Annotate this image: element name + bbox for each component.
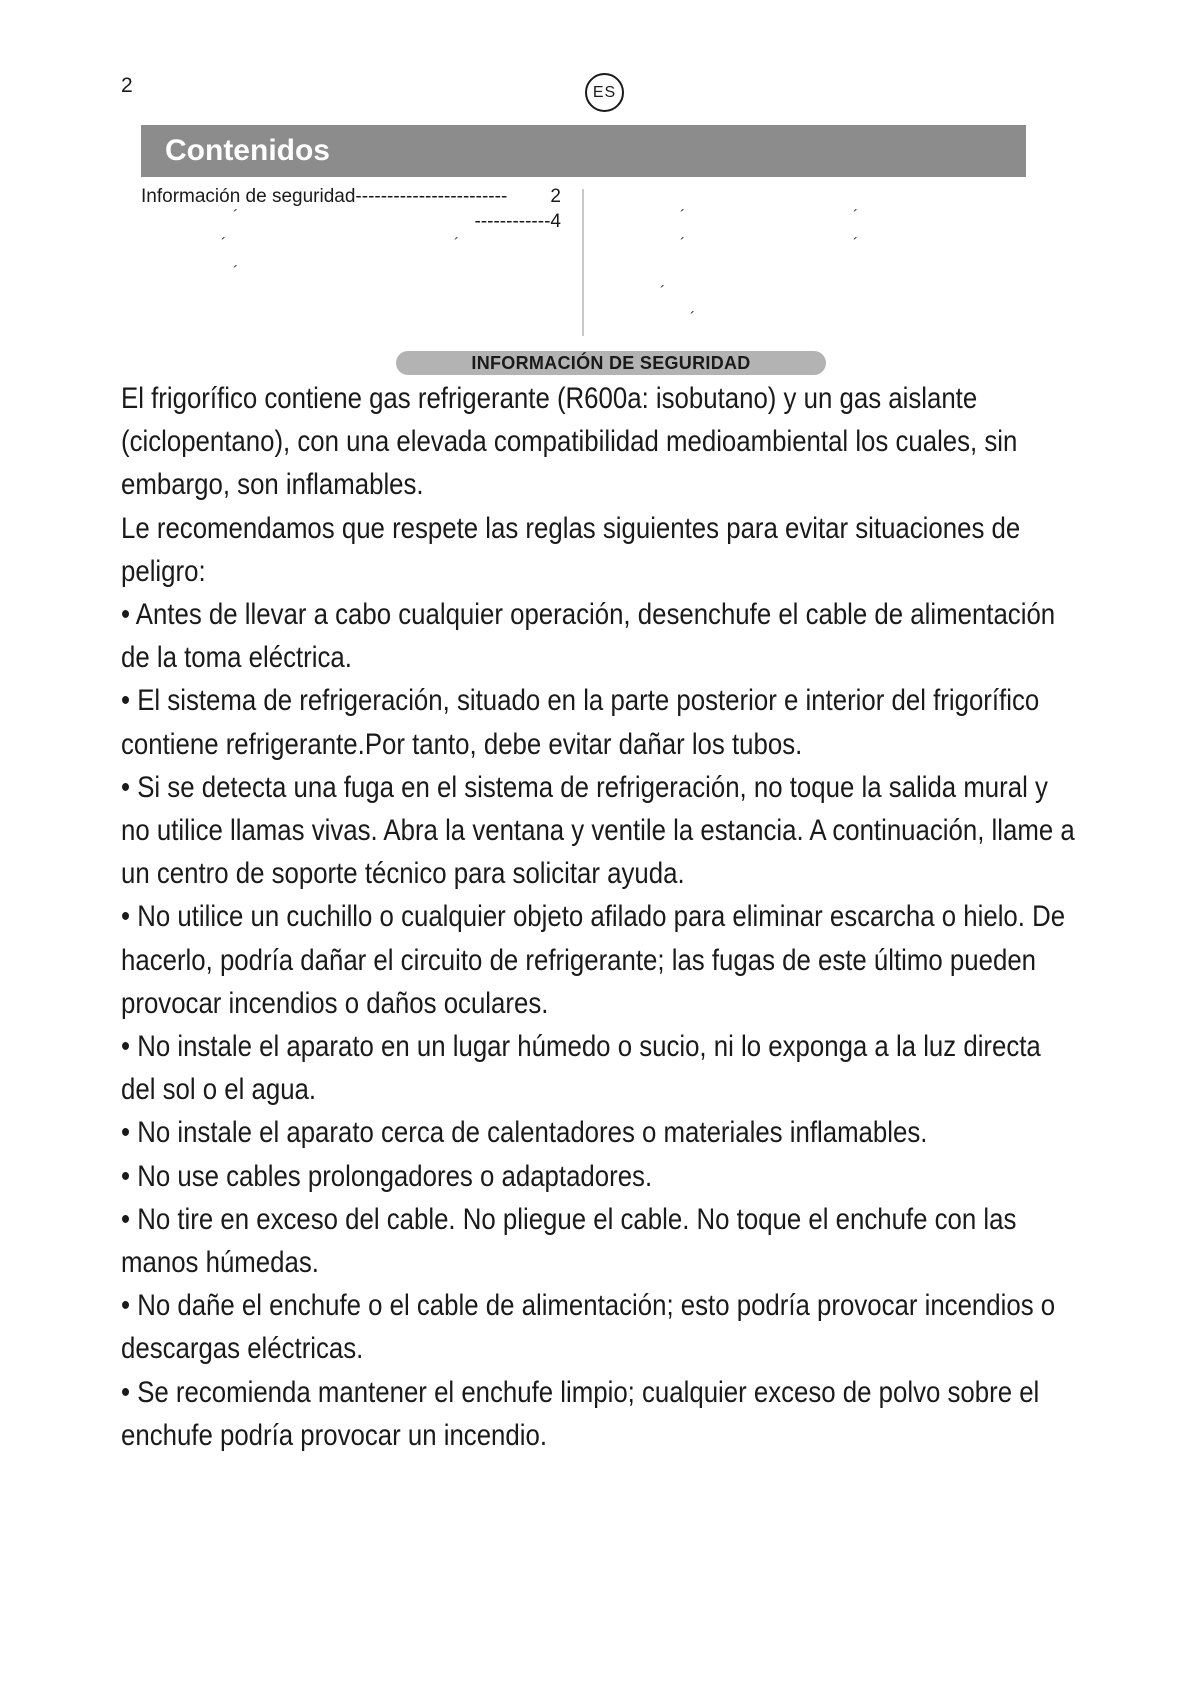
safety-bullet: • No tire en exceso del cable. No pliegue el cable. No toque el enchufe con las manos húmedas. — [121, 1202, 1017, 1280]
safety-bullet: • No use cables prolongadores o adaptadores. — [121, 1159, 653, 1193]
faint-accent-mark: ´ — [853, 208, 859, 225]
page-number: 2 — [121, 74, 133, 97]
toc-entry-title: Información de seguridad — [141, 186, 356, 207]
safety-bullet: • No dañe el enchufe o el cable de alimentación; esto podría provocar incendios o descargas eléctricas. — [121, 1289, 1056, 1366]
safety-bullet: • No utilice un cuchillo o cualquier objeto afilado para eliminar escarcha o hielo. De hacerlo, podría dañar el circuito de refrigerante; las fugas de este último pueden provocar incendios o daños oculares. — [121, 900, 1066, 1020]
toc-entry-page: 2 — [550, 186, 561, 207]
faint-accent-mark: ´ — [690, 310, 696, 327]
toc-entry[interactable] — [141, 210, 561, 234]
faint-accent-mark: ´ — [853, 236, 859, 253]
toc-entry-leader: ------------ — [474, 211, 551, 232]
toc-entry-page: 4 — [550, 211, 561, 232]
safety-paragraph: Le recomendamos que respete las reglas siguientes para evitar situaciones de peligro: — [121, 511, 1021, 588]
toc-column-divider — [582, 189, 584, 336]
contents-banner — [141, 125, 1026, 177]
faint-accent-mark: ´ — [221, 236, 227, 253]
faint-accent-mark: ´ — [660, 284, 666, 301]
safety-section-heading — [396, 351, 826, 375]
safety-paragraph: El frigorífico contiene gas refrigerante (R600a: isobutano) y un gas aislante (ciclopentano), con una elevada compatibilidad medioambiental los cuales, sin embargo, son inflamables. — [121, 382, 1018, 502]
language-badge — [585, 73, 624, 112]
safety-bullet: • No instale el aparato cerca de calentadores o materiales inflamables. — [121, 1116, 928, 1150]
safety-bullet: • Si se detecta una fuga en el sistema de refrigeración, no toque la salida mural y no utilice llamas vivas. Abra la ventana y ventile la estancia. A continuación, llame a un centro de soporte técnico para solicitar ayuda. — [121, 770, 1075, 891]
language-badge-label: ES — [592, 83, 617, 101]
faint-accent-mark: ´ — [454, 236, 460, 253]
faint-accent-mark: ´ — [233, 208, 239, 225]
safety-bullet: • No instale el aparato en un lugar húmedo o sucio, ni lo exponga a la luz directa del sol o el agua. — [121, 1030, 1041, 1107]
toc-entry[interactable] — [141, 185, 561, 209]
safety-bullet: • El sistema de refrigeración, situado en la parte posterior e interior del frigorífico contiene refrigerante.Por tanto, debe evitar dañar los tubos. — [121, 684, 1040, 761]
safety-bullet: • Antes de llevar a cabo cualquier operación, desenchufe el cable de alimentación de la toma eléctrica. — [121, 598, 1056, 675]
faint-accent-mark: ´ — [680, 208, 686, 225]
safety-section-heading-label: INFORMACIÓN DE SEGURIDAD — [471, 352, 751, 373]
faint-accent-mark: ´ — [233, 264, 239, 281]
safety-bullet: • Se recomienda mantener el enchufe limpio; cualquier exceso de polvo sobre el enchufe podría provocar un incendio. — [121, 1375, 1040, 1452]
toc-entry-leader: ------------------------ — [355, 186, 508, 207]
safety-body-text — [121, 377, 1081, 1457]
faint-accent-mark: ´ — [680, 236, 686, 253]
contents-title: Contenidos — [165, 134, 330, 167]
table-of-contents — [141, 185, 561, 335]
